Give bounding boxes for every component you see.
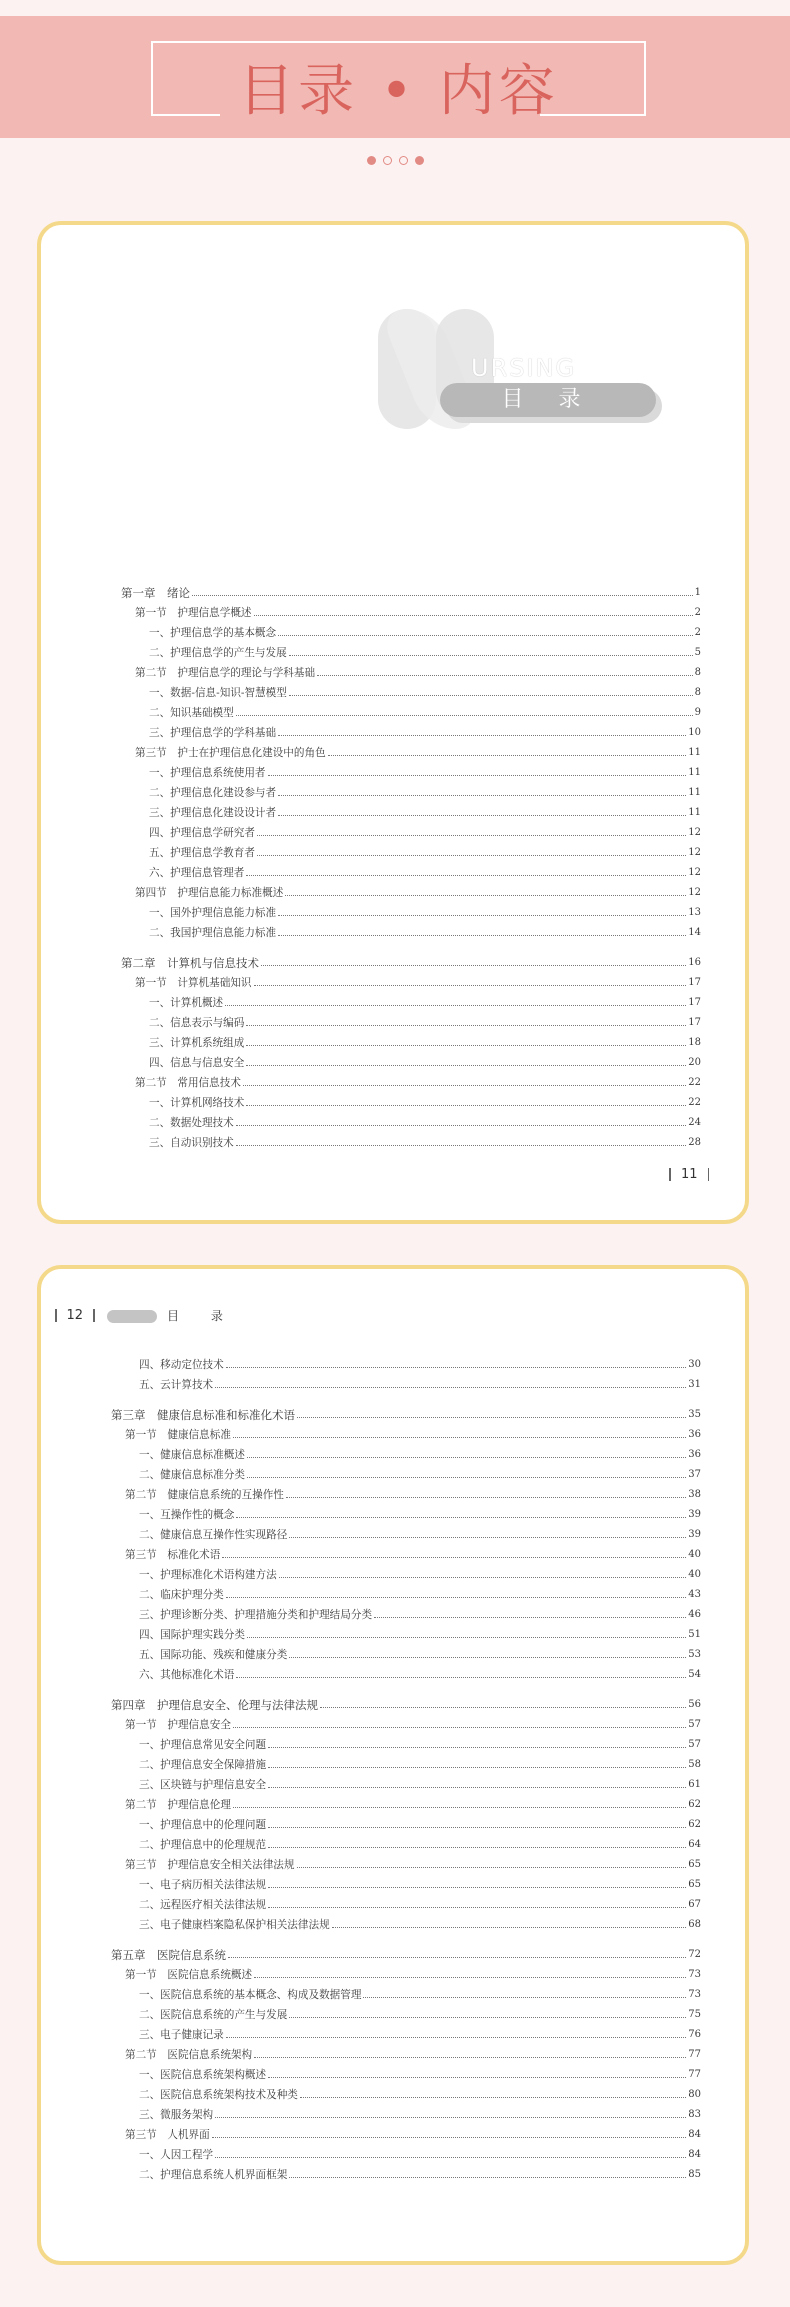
toc-title: 一、护理信息学的基本概念 — [149, 627, 277, 639]
toc-item[interactable] — [121, 928, 701, 938]
toc-title: 三、电子健康记录 — [139, 2029, 224, 2041]
toc-leader — [374, 1617, 686, 1618]
toc-page: 62 — [688, 1799, 701, 1810]
toc-title: 三、电子健康档案隐私保护相关法律法规 — [139, 1919, 330, 1931]
toc-item[interactable] — [121, 828, 701, 838]
toc-leader — [254, 985, 687, 986]
toc-section[interactable] — [111, 2050, 701, 2060]
toc-title: 二、远程医疗相关法律法规 — [139, 1899, 267, 1911]
toc-page: 8 — [694, 687, 701, 698]
toc-chapter[interactable] — [111, 1410, 701, 1420]
toc-chapter[interactable] — [121, 958, 701, 968]
toc-page: 83 — [688, 2109, 701, 2120]
toc-chapter[interactable] — [111, 1700, 701, 1710]
toc-title: 一、护理标准化术语构建方法 — [139, 1569, 277, 1581]
toc-item[interactable] — [111, 1450, 701, 1460]
toc-page: 30 — [688, 1359, 701, 1370]
toc-page: 85 — [688, 2169, 701, 2180]
toc-title: 第一节 医院信息系统概述 — [125, 1969, 253, 1981]
toc-leader — [257, 835, 686, 836]
toc-page: 2 — [694, 627, 701, 638]
toc-leader — [228, 1957, 686, 1958]
toc-leader — [278, 815, 686, 816]
toc-leader — [257, 855, 686, 856]
toc-title: 第二节 常用信息技术 — [135, 1077, 241, 1089]
toc-section[interactable] — [111, 1800, 701, 1810]
toc-page: 40 — [688, 1569, 701, 1580]
toc-title: 一、国外护理信息能力标准 — [149, 907, 277, 919]
toc-leader — [215, 1387, 686, 1388]
toc-leader — [236, 1145, 687, 1146]
toc-page: 72 — [688, 1949, 701, 1960]
toc-item[interactable] — [111, 1670, 701, 1680]
toc-title: 五、国际功能、残疾和健康分类 — [139, 1649, 288, 1661]
toc-item[interactable] — [121, 1118, 701, 1128]
toc-leader — [233, 1727, 686, 1728]
toc-page: 9 — [694, 707, 701, 718]
toc-page: 28 — [688, 1137, 701, 1148]
toc-page: 35 — [688, 1409, 701, 1420]
toc-section[interactable] — [121, 978, 701, 988]
toc-chapter[interactable] — [121, 588, 701, 598]
toc-page: 11 — [688, 787, 701, 798]
toc-title: 四、信息与信息安全 — [149, 1057, 245, 1069]
toc-page: 11 — [688, 747, 701, 758]
toc-page: 58 — [688, 1759, 701, 1770]
toc-page: 36 — [688, 1429, 701, 1440]
toc-title: 一、医院信息系统的基本概念、构成及数据管理 — [139, 1989, 362, 2001]
toc-title: 第三节 人机界面 — [125, 2129, 210, 2141]
toc-title: 二、医院信息系统架构技术及种类 — [139, 2089, 298, 2101]
toc-title: 二、护理信息中的伦理规范 — [139, 1839, 267, 1851]
toc-section[interactable] — [111, 2130, 701, 2140]
toc-leader — [289, 2177, 686, 2178]
toc-item[interactable] — [111, 1470, 701, 1480]
toc-chapter[interactable] — [111, 1950, 701, 1960]
toc-title: 二、护理信息安全保障措施 — [139, 1759, 267, 1771]
toc-title: 二、护理信息学的产生与发展 — [149, 647, 287, 659]
toc-leader — [278, 935, 686, 936]
toc-leader — [268, 1747, 686, 1748]
toc-leader — [278, 795, 686, 796]
carousel-dot[interactable] — [399, 156, 408, 165]
toc-page: 67 — [688, 1899, 701, 1910]
toc-item[interactable] — [111, 1900, 701, 1910]
toc-title: 第三章 健康信息标准和标准化术语 — [111, 1408, 295, 1422]
toc-title: 第五章 医院信息系统 — [111, 1948, 226, 1962]
toc-title: 三、计算机系统组成 — [149, 1037, 245, 1049]
toc-page: 77 — [688, 2049, 701, 2060]
toc-title: 一、人因工程学 — [139, 2149, 214, 2161]
toc-item[interactable] — [111, 1610, 701, 1620]
toc-leader — [233, 1437, 686, 1438]
toc-item[interactable] — [121, 788, 701, 798]
toc-page: 17 — [688, 997, 701, 1008]
toc-page: 77 — [688, 2069, 701, 2080]
toc-item[interactable] — [121, 708, 701, 718]
toc-item[interactable] — [111, 1380, 701, 1390]
toc-page: 62 — [688, 1819, 701, 1830]
toc-page: 57 — [688, 1719, 701, 1730]
toc-page: 43 — [688, 1589, 701, 1600]
toc-item[interactable] — [111, 1740, 701, 1750]
header-label: 目 录 — [167, 1309, 237, 1323]
toc-page: 36 — [688, 1449, 701, 1460]
toc-title: 二、我国护理信息能力标准 — [149, 927, 277, 939]
toc-item[interactable] — [111, 1760, 701, 1770]
toc-leader — [268, 1847, 686, 1848]
toc-item[interactable] — [121, 1058, 701, 1068]
toc-item[interactable] — [121, 1138, 701, 1148]
toc-page: 14 — [688, 927, 701, 938]
toc-item[interactable] — [111, 2010, 701, 2020]
toc-page: 84 — [688, 2149, 701, 2160]
toc-page: 2 — [694, 607, 701, 618]
toc-leader — [278, 635, 693, 636]
toc-item[interactable] — [111, 1630, 701, 1640]
toc-leader — [268, 1787, 686, 1788]
toc-leader — [247, 1477, 686, 1478]
toc-title: 第二节 健康信息系统的互操作性 — [125, 1489, 284, 1501]
toc-title: 第二节 护理信息伦理 — [125, 1799, 231, 1811]
toc-title: 六、其他标准化术语 — [139, 1669, 235, 1681]
toc-leader — [278, 915, 686, 916]
toc-leader — [268, 1827, 686, 1828]
toc-page: 75 — [688, 2009, 701, 2020]
toc-page: 8 — [694, 667, 701, 678]
toc-page: 65 — [688, 1859, 701, 1870]
toc-item[interactable] — [121, 1018, 701, 1028]
toc-page: 13 — [688, 907, 701, 918]
carousel-dots — [0, 156, 790, 170]
toc-leader — [236, 1517, 686, 1518]
toc-title: 三、区块链与护理信息安全 — [139, 1779, 267, 1791]
toc-leader — [289, 1537, 686, 1538]
toc-item[interactable] — [111, 1920, 701, 1930]
toc-leader — [254, 2057, 686, 2058]
toc-page: 12 — [688, 847, 701, 858]
toc-title: 三、护理信息学的学科基础 — [149, 727, 277, 739]
toc-item[interactable] — [121, 848, 701, 858]
toc-title: 三、自动识别技术 — [149, 1137, 234, 1149]
toc-page: 17 — [688, 977, 701, 988]
toc-leader — [268, 2077, 686, 2078]
toc-title: 三、微服务架构 — [139, 2109, 214, 2121]
toc-leader — [254, 615, 693, 616]
header-pill — [107, 1310, 157, 1323]
toc-title: 二、医院信息系统的产生与发展 — [139, 2009, 288, 2021]
toc-title: 第三节 护士在护理信息化建设中的角色 — [135, 747, 326, 759]
toc-leader — [289, 2017, 686, 2018]
toc-item[interactable] — [111, 1590, 701, 1600]
toc-title: 第一节 护理信息安全 — [125, 1719, 231, 1731]
toc-leader — [317, 675, 693, 676]
toc-title: 二、信息表示与编码 — [149, 1017, 245, 1029]
toc-title: 五、云计算技术 — [139, 1379, 214, 1391]
toc-leader — [286, 1497, 686, 1498]
toc-leader — [236, 1125, 687, 1126]
toc-leader — [215, 2117, 686, 2118]
toc-leader — [226, 1367, 687, 1368]
toc-page: 73 — [688, 1989, 701, 2000]
toc-title: 二、健康信息标准分类 — [139, 1469, 245, 1481]
toc-leader — [212, 2137, 687, 2138]
toc-leader — [246, 1105, 686, 1106]
toc-page: 65 — [688, 1879, 701, 1890]
page-title: 目录 • 内容 — [238, 59, 559, 124]
toc-leader — [320, 1707, 686, 1708]
toc-page: 18 — [688, 1037, 701, 1048]
toc-title: 一、护理信息中的伦理问题 — [139, 1819, 267, 1831]
toc-page: 61 — [688, 1779, 701, 1790]
toc-page: 22 — [688, 1077, 701, 1088]
toc-page: 12 — [688, 887, 701, 898]
page-number: 11 — [659, 1167, 719, 1182]
toc-title: 三、护理信息化建设设计者 — [149, 807, 277, 819]
toc-page: 12 — [688, 867, 701, 878]
toc-page: 37 — [688, 1469, 701, 1480]
toc-page: 54 — [688, 1669, 701, 1680]
toc-title: 一、互操作性的概念 — [139, 1509, 235, 1521]
toc-leader — [285, 895, 686, 896]
toc-page: 38 — [688, 1489, 701, 1500]
toc-title: 一、计算机概述 — [149, 997, 224, 1009]
toc-leader — [236, 1677, 686, 1678]
toc-item[interactable] — [121, 648, 701, 658]
toc-leader — [268, 1907, 686, 1908]
toc-leader — [225, 1005, 686, 1006]
toc-page: 22 — [688, 1097, 701, 1108]
logo-label: 目 录 — [501, 387, 595, 412]
toc-title: 第一节 护理信息学概述 — [135, 607, 252, 619]
toc-leader — [222, 1557, 686, 1558]
toc-item[interactable] — [111, 2070, 701, 2080]
toc-section[interactable] — [111, 1550, 701, 1560]
toc-title: 四、护理信息学研究者 — [149, 827, 255, 839]
toc-title: 第一节 计算机基础知识 — [135, 977, 252, 989]
toc-page-12 — [37, 1265, 749, 2265]
toc-leader — [261, 965, 686, 966]
toc-title: 二、知识基础模型 — [149, 707, 234, 719]
toc-item[interactable] — [111, 1530, 701, 1540]
toc-leader — [247, 1637, 686, 1638]
toc-item[interactable] — [111, 2150, 701, 2160]
toc-title: 第四节 护理信息能力标准概述 — [135, 887, 284, 899]
toc-title: 第三节 标准化术语 — [125, 1549, 221, 1561]
toc-item[interactable] — [111, 2110, 701, 2120]
toc-item[interactable] — [111, 1820, 701, 1830]
toc-page: 53 — [688, 1649, 701, 1660]
toc-item[interactable] — [121, 908, 701, 918]
toc-page: 39 — [688, 1509, 701, 1520]
toc-title: 第二章 计算机与信息技术 — [121, 956, 259, 970]
toc-item[interactable] — [121, 728, 701, 738]
toc-leader — [236, 715, 693, 716]
toc-leader — [363, 1997, 686, 1998]
toc-section[interactable] — [121, 1078, 701, 1088]
toc-page: 11 — [688, 767, 701, 778]
toc-title: 四、国际护理实践分类 — [139, 1629, 245, 1641]
toc-section[interactable] — [121, 668, 701, 678]
toc-item[interactable] — [111, 1360, 701, 1370]
toc-leader — [246, 875, 686, 876]
toc-title: 五、护理信息学教育者 — [149, 847, 255, 859]
toc-page: 40 — [688, 1549, 701, 1560]
toc-page: 31 — [688, 1379, 701, 1390]
toc-title: 第二节 护理信息学的理论与学科基础 — [135, 667, 316, 679]
toc-leader — [300, 2097, 686, 2098]
toc-leader — [289, 1657, 686, 1658]
toc-leader — [268, 1887, 686, 1888]
toc-page: 64 — [688, 1839, 701, 1850]
toc-title: 二、数据处理技术 — [149, 1117, 234, 1129]
toc-page: 46 — [688, 1609, 701, 1620]
toc-item[interactable] — [111, 1990, 701, 2000]
toc-page: 17 — [688, 1017, 701, 1028]
toc-section[interactable] — [121, 748, 701, 758]
toc-page-11 — [37, 221, 749, 1224]
toc-leader — [279, 1577, 687, 1578]
toc-item[interactable] — [121, 868, 701, 878]
toc-title: 二、护理信息化建设参与者 — [149, 787, 277, 799]
toc-page: 76 — [688, 2029, 701, 2040]
logo-text: URSING — [471, 354, 577, 382]
toc-leader — [254, 1977, 686, 1978]
toc-page: 84 — [688, 2129, 701, 2140]
toc-title: 一、健康信息标准概述 — [139, 1449, 245, 1461]
toc-page: 12 — [688, 827, 701, 838]
toc-leader — [247, 1457, 686, 1458]
toc-page: 24 — [688, 1117, 701, 1128]
toc-leader — [233, 1807, 686, 1808]
toc-title: 六、护理信息管理者 — [149, 867, 245, 879]
toc-title: 一、护理信息系统使用者 — [149, 767, 266, 779]
toc-page: 51 — [688, 1629, 701, 1640]
toc-section[interactable] — [111, 1490, 701, 1500]
toc-title: 第一节 健康信息标准 — [125, 1429, 231, 1441]
page-number: 12 — [45, 1308, 105, 1323]
toc-title: 一、计算机网络技术 — [149, 1097, 245, 1109]
toc-page: 39 — [688, 1529, 701, 1540]
toc-leader — [328, 755, 687, 756]
toc-page: 20 — [688, 1057, 701, 1068]
toc-item[interactable] — [121, 808, 701, 818]
toc-item[interactable] — [111, 1570, 701, 1580]
toc-title: 一、医院信息系统架构概述 — [139, 2069, 267, 2081]
toc-leader — [268, 1767, 686, 1768]
toc-title: 第三节 护理信息安全相关法律法规 — [125, 1859, 295, 1871]
toc-item[interactable] — [111, 2030, 701, 2040]
toc-title: 三、护理诊断分类、护理措施分类和护理结局分类 — [139, 1609, 373, 1621]
toc-page: 73 — [688, 1969, 701, 1980]
toc-title: 第一章 绪论 — [121, 586, 190, 600]
toc-title: 四、移动定位技术 — [139, 1359, 224, 1371]
toc-title: 第四章 护理信息安全、伦理与法律法规 — [111, 1698, 318, 1712]
toc-section[interactable] — [111, 1720, 701, 1730]
toc-title: 一、电子病历相关法律法规 — [139, 1879, 267, 1891]
toc-page: 5 — [694, 647, 701, 658]
carousel-dot[interactable] — [415, 156, 424, 165]
toc-page: 10 — [688, 727, 701, 738]
toc-page: 16 — [688, 957, 701, 968]
table-of-contents — [111, 1360, 701, 2190]
toc-title: 第二节 医院信息系统架构 — [125, 2049, 253, 2061]
toc-page: 1 — [694, 587, 701, 598]
nursing-logo — [378, 309, 678, 439]
toc-section[interactable] — [111, 1430, 701, 1440]
toc-title: 一、护理信息常见安全问题 — [139, 1739, 267, 1751]
toc-page: 57 — [688, 1739, 701, 1750]
toc-page: 68 — [688, 1919, 701, 1930]
toc-leader — [246, 1065, 686, 1066]
toc-leader — [192, 595, 693, 596]
toc-item[interactable] — [121, 628, 701, 638]
toc-title: 二、健康信息互操作性实现路径 — [139, 1529, 288, 1541]
toc-leader — [332, 1927, 687, 1928]
toc-item[interactable] — [111, 1880, 701, 1890]
toc-page: 56 — [688, 1699, 701, 1710]
toc-leader — [226, 1597, 687, 1598]
toc-title: 一、数据-信息-知识-智慧模型 — [149, 687, 287, 699]
toc-item[interactable] — [111, 1840, 701, 1850]
toc-section[interactable] — [121, 888, 701, 898]
toc-title: 二、临床护理分类 — [139, 1589, 224, 1601]
toc-leader — [226, 2037, 687, 2038]
carousel-dot[interactable] — [367, 156, 376, 165]
toc-section[interactable] — [111, 1970, 701, 1980]
toc-page: 80 — [688, 2089, 701, 2100]
toc-leader — [289, 655, 693, 656]
toc-item[interactable] — [121, 998, 701, 1008]
toc-leader — [246, 1045, 686, 1046]
toc-leader — [215, 2157, 686, 2158]
toc-item[interactable] — [111, 1510, 701, 1520]
toc-section[interactable] — [121, 608, 701, 618]
toc-leader — [297, 1867, 687, 1868]
toc-leader — [278, 735, 686, 736]
toc-item[interactable] — [121, 1098, 701, 1108]
toc-leader — [289, 695, 693, 696]
toc-item[interactable] — [111, 1780, 701, 1790]
table-of-contents — [121, 588, 701, 1158]
toc-page: 11 — [688, 807, 701, 818]
carousel-dot[interactable] — [383, 156, 392, 165]
toc-item[interactable] — [111, 1650, 701, 1660]
toc-item[interactable] — [111, 2170, 701, 2180]
toc-item[interactable] — [111, 2090, 701, 2100]
toc-title: 二、护理信息系统人机界面框架 — [139, 2169, 288, 2181]
toc-item[interactable] — [121, 768, 701, 778]
toc-section[interactable] — [111, 1860, 701, 1870]
toc-leader — [268, 775, 687, 776]
toc-leader — [243, 1085, 686, 1086]
toc-item[interactable] — [121, 1038, 701, 1048]
toc-leader — [246, 1025, 686, 1026]
toc-item[interactable] — [121, 688, 701, 698]
toc-leader — [297, 1417, 686, 1418]
